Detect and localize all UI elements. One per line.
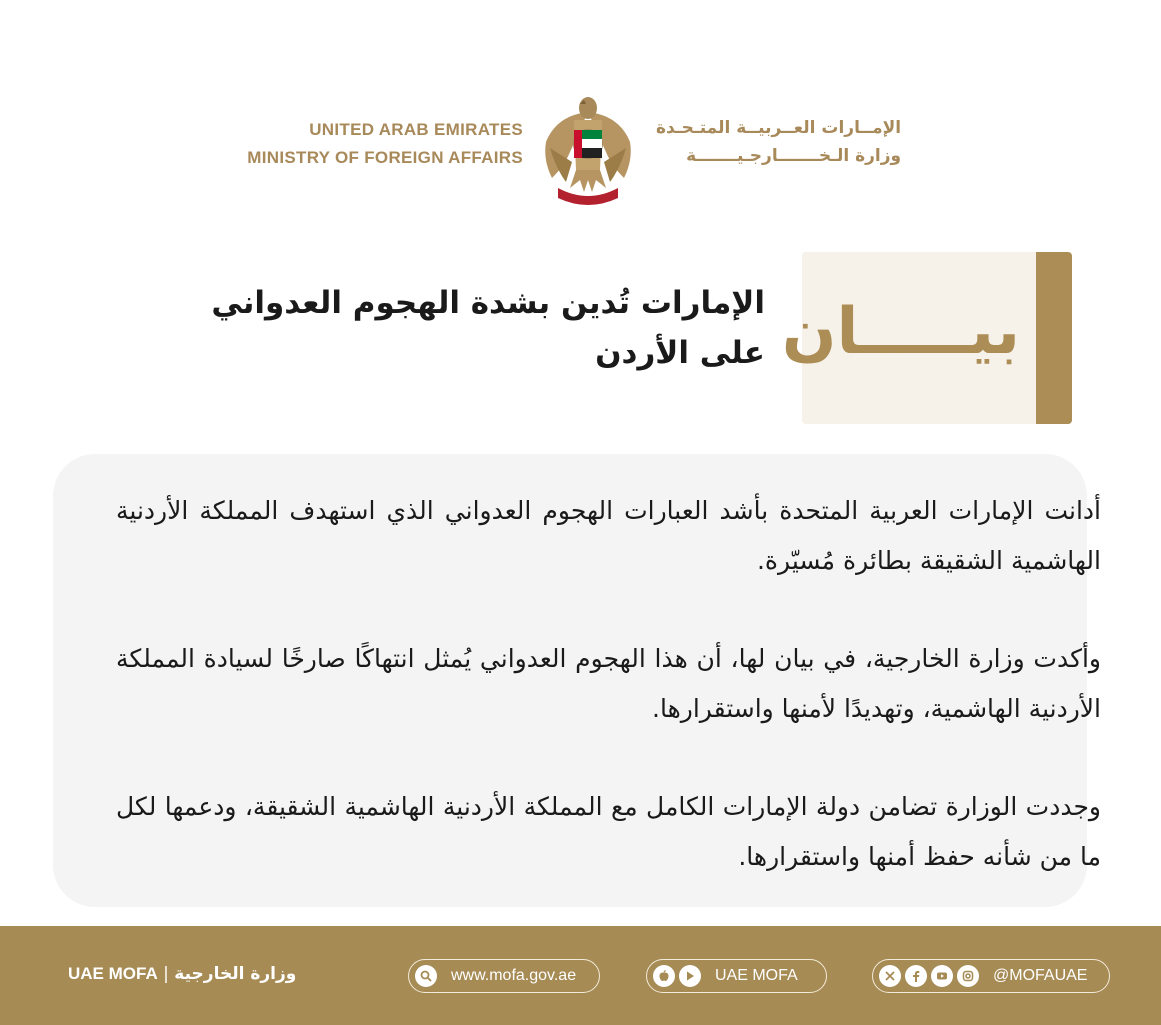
footer-brand-ar: وزارة الخارجية xyxy=(174,964,297,984)
app-name: UAE MOFA xyxy=(715,967,798,984)
headline-line-2: على الأردن xyxy=(595,335,765,371)
website-url: www.mofa.gov.ae xyxy=(451,967,577,984)
instagram-icon xyxy=(957,965,979,987)
statement-badge xyxy=(781,252,1072,424)
x-twitter-icon xyxy=(879,965,901,987)
app-store-link[interactable] xyxy=(646,959,827,993)
footer-brand-separator: | xyxy=(163,964,169,984)
country-name-ar: الإمــارات العــربيــة المتـحـدة xyxy=(656,118,902,138)
statement-paragraph-2: وأكدت وزارة الخارجية، في بيان لها، أن هذا الهجوم العدواني يُمثل انتهاكًا صارخًا لسيادة المملكة الأردنية الهاشمية، وتهديدًا لأمنها واستقرارها. xyxy=(116,644,1101,723)
page-title xyxy=(65,278,765,378)
statement-paragraph-3: وجددت الوزارة تضامن دولة الإمارات الكامل مع المملكة الأردنية الهاشمية الشقيقة، ودعمها لكل ما من شأنه حفظ أمنها واستقرارها. xyxy=(116,792,1101,871)
search-icon xyxy=(415,965,437,987)
statement-paragraph-1: أدانت الإمارات العربية المتحدة بأشد العبارات الهجوم العدواني الذي استهدف المملكة الأردنية الهاشمية الشقيقة بطائرة مُسيّرة. xyxy=(116,496,1101,575)
social-media-link[interactable] xyxy=(872,959,1110,993)
google-play-icon xyxy=(679,965,701,987)
website-link[interactable] xyxy=(408,959,600,993)
ministry-name-en: MINISTRY OF FOREIGN AFFAIRS xyxy=(247,148,523,167)
statement-badge-label: بيـــــان xyxy=(781,295,1020,369)
apple-icon xyxy=(653,965,675,987)
uae-falcon-emblem-icon xyxy=(540,92,636,208)
facebook-icon xyxy=(905,965,927,987)
ministry-name-english xyxy=(247,116,523,172)
social-handle: @MOFAUAE xyxy=(993,967,1088,984)
headline-line-1: الإمارات تُدين بشدة الهجوم العدواني xyxy=(211,285,765,321)
youtube-icon xyxy=(931,965,953,987)
country-name-en: UNITED ARAB EMIRATES xyxy=(309,120,523,139)
footer-brand xyxy=(68,960,296,988)
footer-brand-en: UAE MOFA xyxy=(68,964,158,983)
ministry-name-arabic xyxy=(656,114,901,170)
ministry-name-ar: وزارة الـخـــــــارجـيـــــــة xyxy=(686,146,902,166)
badge-accent-bar xyxy=(1036,252,1072,424)
